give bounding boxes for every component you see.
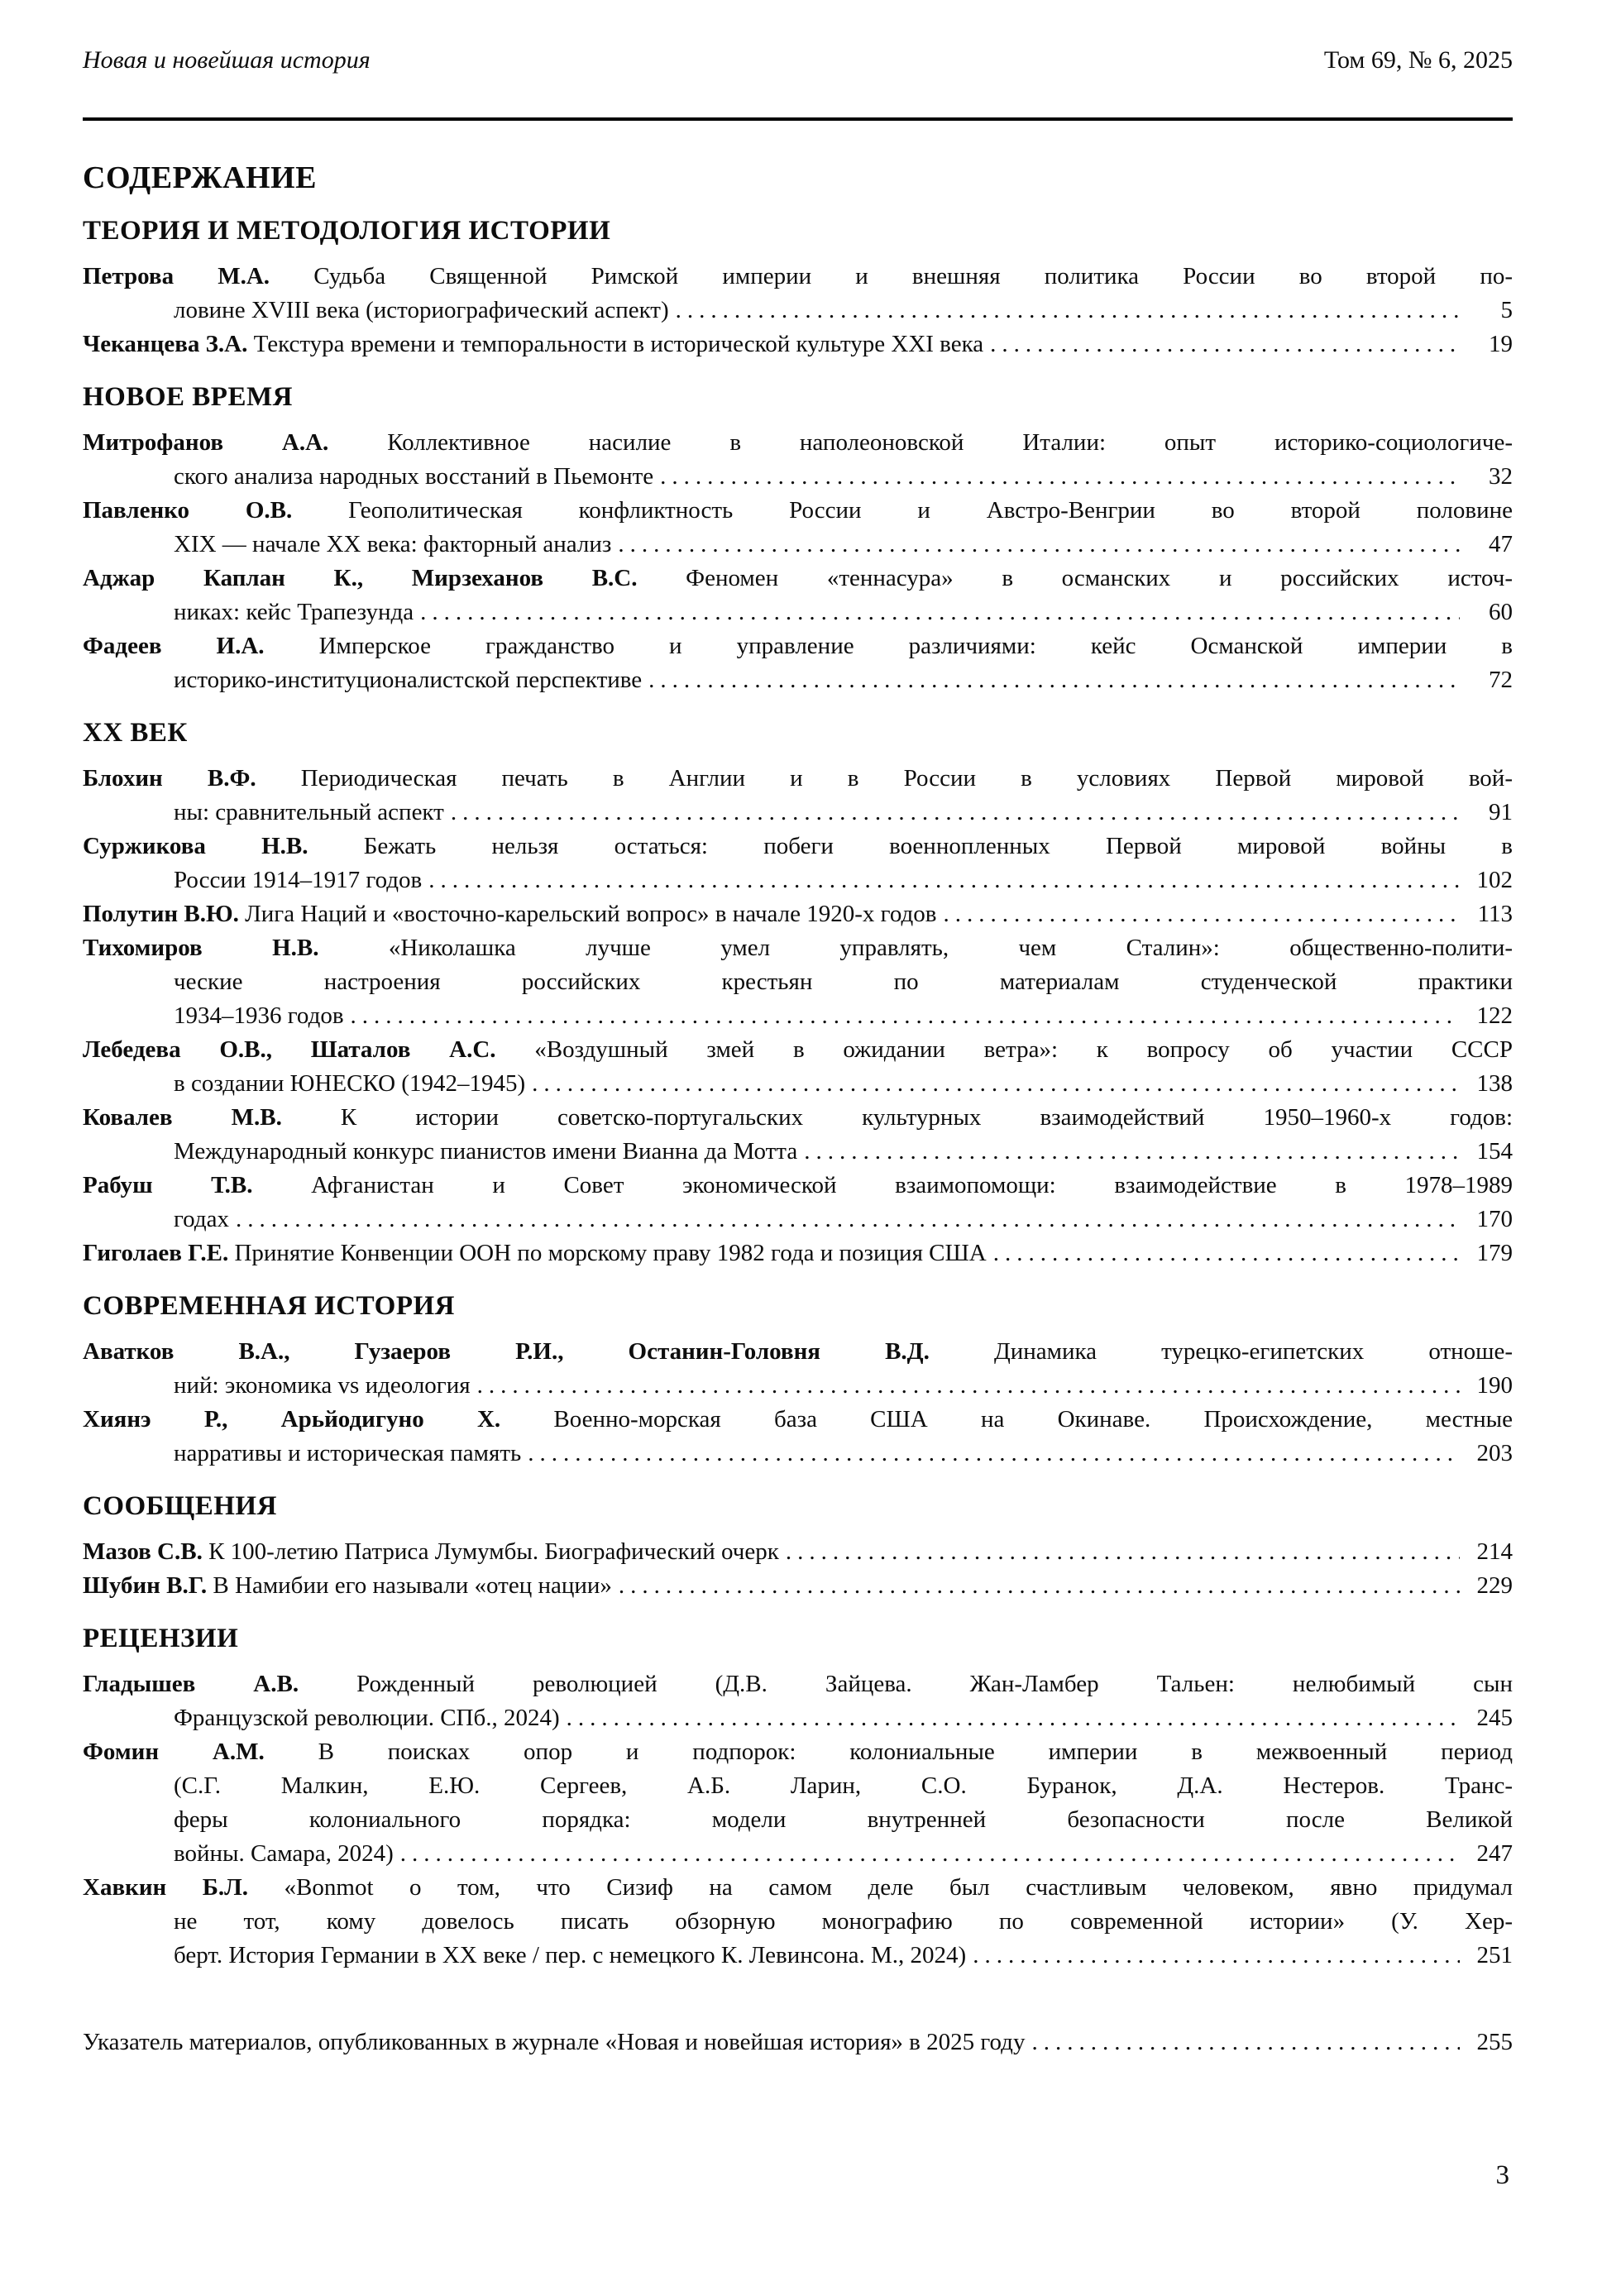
entry-page-number: 203 xyxy=(1476,1440,1513,1466)
entry-line xyxy=(83,999,1513,1033)
entry-page-number: 229 xyxy=(1476,1572,1513,1599)
toc-entry xyxy=(83,1667,1513,1735)
entry-line xyxy=(83,294,1513,328)
entry-text xyxy=(174,460,653,494)
entry-page-number: 5 xyxy=(1500,297,1513,323)
dot-leader xyxy=(660,460,1460,494)
entry-line xyxy=(83,897,1513,931)
entry-title-fragment: ского анализа народных восстаний в Пьемонте xyxy=(174,463,654,490)
entry-line xyxy=(83,1735,1513,1769)
entry-authors: Полутин В.Ю. xyxy=(83,901,239,927)
entry-line xyxy=(83,2026,1513,2059)
entry-title-fragment: никах: кейс Трапезунда xyxy=(174,599,414,625)
entry-line xyxy=(83,528,1513,562)
entry-line xyxy=(83,1403,1513,1437)
toc-section xyxy=(83,2026,1513,2059)
entry-text xyxy=(174,1939,966,1973)
section-heading: РЕЦЕНЗИИ xyxy=(83,1624,239,1653)
toc-entry xyxy=(83,1033,1513,1101)
entry-text xyxy=(174,294,669,328)
entry-line xyxy=(83,1939,1513,1973)
entry-page-number: 72 xyxy=(1489,667,1513,693)
entry-line xyxy=(83,460,1513,494)
entry-line xyxy=(83,1203,1513,1236)
page-number: 3 xyxy=(1495,2160,1509,2190)
entry-text xyxy=(174,1806,1513,1833)
entry-text xyxy=(83,833,1513,859)
entry-page-number: 60 xyxy=(1489,599,1513,625)
entry-line xyxy=(83,1335,1513,1369)
entry-text xyxy=(174,1437,521,1471)
entry-text xyxy=(83,1338,1513,1365)
entry-page-number: 247 xyxy=(1476,1840,1513,1867)
entry-line xyxy=(83,1169,1513,1203)
entry-text xyxy=(83,897,936,931)
dot-leader xyxy=(786,1535,1460,1569)
entry-page-number: 91 xyxy=(1489,799,1513,825)
entry-line xyxy=(83,1905,1513,1939)
entry-page-number: 154 xyxy=(1476,1138,1513,1165)
entry-title-fragment: Лига Наций и «восточно-карельский вопрос» в начале 1920-х годов xyxy=(245,901,937,927)
section-heading: XX ВЕК xyxy=(83,718,188,748)
entry-line xyxy=(83,426,1513,460)
entry-text xyxy=(83,1104,1513,1131)
dot-leader xyxy=(528,1437,1460,1471)
entry-line xyxy=(83,1667,1513,1701)
section-heading: СОВРЕМЕННАЯ ИСТОРИЯ xyxy=(83,1291,455,1321)
entry-text xyxy=(174,969,1513,995)
toc-entry xyxy=(83,830,1513,897)
toc-list xyxy=(83,213,1513,2059)
entry-title-fragment: «Воздушный змей в ожидании ветра»: к вопросу об участии СССР xyxy=(534,1036,1513,1063)
dot-leader xyxy=(943,897,1460,931)
entry-text xyxy=(83,1569,612,1603)
entry-title-fragment: в создании ЮНЕСКО (1942–1945) xyxy=(174,1070,526,1097)
entry-title-fragment: Международный конкурс пианистов имени Вианна да Мотта xyxy=(174,1138,798,1165)
entry-title-fragment: Французской революции. СПб., 2024) xyxy=(174,1705,560,1731)
entry-text xyxy=(174,1837,394,1871)
entry-line xyxy=(83,328,1513,361)
entry-title-fragment: Геополитическая конфликтность России и Австро-Венгрии во второй половине xyxy=(348,497,1514,524)
entry-title-fragment: Текстура времени и темпоральности в исторической культуре XXI века xyxy=(253,331,984,357)
dot-leader xyxy=(477,1369,1460,1403)
entry-authors: Аватков В.А., Гузаеров Р.И., Останин-Головня В.Д. xyxy=(83,1338,930,1365)
entry-title-fragment: войны. Самара, 2024) xyxy=(174,1840,394,1867)
entry-text xyxy=(83,328,983,361)
entry-title-fragment: В поисках опор и подпорок: колониальные империи в межвоенный период xyxy=(318,1739,1513,1765)
entry-page-number: 19 xyxy=(1489,331,1513,357)
dot-leader xyxy=(676,294,1460,328)
entry-page-number: 113 xyxy=(1477,901,1513,927)
entry-text xyxy=(83,263,1513,289)
running-header xyxy=(83,46,1513,74)
header-rule xyxy=(83,117,1513,121)
dot-leader xyxy=(236,1203,1460,1236)
entry-page-number: 102 xyxy=(1476,867,1513,893)
entry-line xyxy=(83,1535,1513,1569)
entry-line xyxy=(83,1236,1513,1270)
entry-text xyxy=(83,429,1513,456)
entry-text xyxy=(174,528,611,562)
entry-line xyxy=(83,1701,1513,1735)
journal-title: Новая и новейшая история xyxy=(83,46,371,74)
dot-leader xyxy=(990,328,1460,361)
entry-authors: Хавкин Б.Л. xyxy=(83,1874,249,1901)
entry-page-number: 122 xyxy=(1476,1002,1513,1029)
entry-title-fragment: России 1914–1917 годов xyxy=(174,867,423,893)
entry-text xyxy=(83,1671,1513,1697)
entry-title-fragment: Коллективное насилие в наполеоновской Италии: опыт историко-социологиче- xyxy=(387,429,1513,456)
entry-line xyxy=(83,1569,1513,1603)
toc-entry xyxy=(83,494,1513,562)
entry-line xyxy=(83,863,1513,897)
toc-entry xyxy=(83,1735,1513,1871)
entry-title-fragment: Динамика турецко-египетских отноше- xyxy=(993,1338,1513,1365)
toc-entry xyxy=(83,2026,1513,2059)
entry-title-fragment: (С.Г. Малкин, Е.Ю. Сергеев, А.Б. Ларин, С.О. Буранок, Д.А. Нестеров. Транс- xyxy=(174,1772,1513,1799)
entry-text xyxy=(83,2026,1025,2059)
section-heading: НОВОЕ ВРЕМЯ xyxy=(83,382,293,412)
toc-title: СОДЕРЖАНИЕ xyxy=(83,160,317,195)
entry-page-number: 47 xyxy=(1489,531,1513,557)
entry-line xyxy=(83,596,1513,629)
entry-line xyxy=(83,1437,1513,1471)
entry-text xyxy=(83,633,1513,659)
dot-leader xyxy=(420,596,1460,629)
toc-entry xyxy=(83,1236,1513,1270)
entry-text xyxy=(83,1535,779,1569)
dot-leader xyxy=(567,1701,1460,1735)
section-heading: СООБЩЕНИЯ xyxy=(83,1491,277,1521)
entry-title-fragment: К истории советско-португальских культурных взаимодействий 1950–1960-х годов: xyxy=(340,1104,1514,1131)
toc-entry xyxy=(83,762,1513,830)
entry-line xyxy=(83,1803,1513,1837)
dot-leader xyxy=(804,1135,1460,1169)
entry-title-fragment: ческие настроения российских крестьян по материалам студенческой практики xyxy=(174,969,1513,995)
entry-text xyxy=(83,1874,1513,1901)
dot-leader xyxy=(1031,2026,1460,2059)
entry-title-fragment: Военно-морская база США на Окинаве. Происхождение, местные xyxy=(553,1406,1513,1433)
entry-text xyxy=(83,765,1513,792)
entry-authors: Гладышев А.В. xyxy=(83,1671,299,1697)
entry-authors: Митрофанов А.А. xyxy=(83,429,329,456)
entry-title-fragment: ний: экономика vs идеология xyxy=(174,1372,471,1399)
entry-authors: Тихомиров Н.В. xyxy=(83,935,319,961)
section-heading: ТЕОРИЯ И МЕТОДОЛОГИЯ ИСТОРИИ xyxy=(83,216,611,246)
entry-line xyxy=(83,1067,1513,1101)
entry-line xyxy=(83,1837,1513,1871)
entry-text xyxy=(174,663,642,697)
entry-line xyxy=(83,494,1513,528)
entry-title-fragment: 1934–1936 годов xyxy=(174,1002,344,1029)
dot-leader xyxy=(619,1569,1460,1603)
toc-section xyxy=(83,1289,1513,1471)
entry-title-fragment: годах xyxy=(174,1206,229,1232)
entry-text xyxy=(83,1406,1513,1433)
entry-authors: Аджар Каплан К., Мирзеханов В.С. xyxy=(83,565,638,591)
entry-title-fragment: Афганистан и Совет экономической взаимопомощи: взаимодействие в 1978–1989 xyxy=(311,1172,1514,1198)
entry-page-number: 190 xyxy=(1476,1372,1513,1399)
entry-title-fragment: не тот, кому довелось писать обзорную монографию по современной истории» (У. Хер- xyxy=(174,1908,1513,1935)
entry-authors: Ковалев М.В. xyxy=(83,1104,282,1131)
entry-page-number: 251 xyxy=(1476,1942,1513,1968)
entry-text xyxy=(83,1739,1513,1765)
entry-text xyxy=(174,863,422,897)
entry-page-number: 245 xyxy=(1476,1705,1513,1731)
entry-page-number: 170 xyxy=(1476,1206,1513,1232)
entry-authors: Хиянэ Р., Арьйодигуно Х. xyxy=(83,1406,501,1433)
entry-text xyxy=(174,1203,229,1236)
entry-line xyxy=(83,663,1513,697)
entry-title-fragment: Принятие Конвенции ООН по морскому праву 1982 года и позиция США xyxy=(234,1240,987,1266)
entry-authors: Павленко О.В. xyxy=(83,497,293,524)
entry-authors: Суржикова Н.В. xyxy=(83,833,308,859)
entry-text xyxy=(83,497,1513,524)
entry-title-fragment: историко-институционалистской перспективе xyxy=(174,667,643,693)
dot-leader xyxy=(451,796,1460,830)
entry-title-fragment: Имперское гражданство и управление различиями: кейс Османской империи в xyxy=(318,633,1513,659)
toc-entry xyxy=(83,562,1513,629)
entry-title-fragment: Рожденный революцией (Д.В. Зайцева. Жан-Ламбер Тальен: нелюбимый сын xyxy=(356,1671,1513,1697)
toc-section xyxy=(83,1489,1513,1603)
entry-text xyxy=(83,1172,1513,1198)
entry-text xyxy=(83,1236,987,1270)
entry-title-fragment: ловине XVIII века (историографический аспект) xyxy=(174,297,669,323)
dot-leader xyxy=(993,1236,1460,1270)
entry-page-number: 32 xyxy=(1489,463,1513,490)
entry-title-fragment: К 100-летию Патриса Лумумбы. Биографический очерк xyxy=(208,1538,779,1565)
entry-text xyxy=(174,1369,471,1403)
entry-authors: Гиголаев Г.Е. xyxy=(83,1240,229,1266)
entry-authors: Блохин В.Ф. xyxy=(83,765,256,792)
entry-authors: Фадеев И.А. xyxy=(83,633,265,659)
entry-page-number: 138 xyxy=(1476,1070,1513,1097)
entry-title-fragment: феры колониального порядка: модели внутренней безопасности после Великой xyxy=(174,1806,1513,1833)
entry-line xyxy=(83,1033,1513,1067)
entry-title-fragment: берт. История Германии в XX веке / пер. с немецкого К. Левинсона. М., 2024) xyxy=(174,1942,967,1968)
entry-line xyxy=(83,1871,1513,1905)
entry-line xyxy=(83,562,1513,596)
entry-title-fragment: XIX — начале XX века: факторный анализ xyxy=(174,531,612,557)
entry-authors: Фомин А.М. xyxy=(83,1739,265,1765)
entry-authors: Петрова М.А. xyxy=(83,263,270,289)
entry-text xyxy=(174,1908,1513,1935)
entry-line xyxy=(83,965,1513,999)
entry-authors: Рабуш Т.В. xyxy=(83,1172,253,1198)
dot-leader xyxy=(618,528,1460,562)
toc-entry xyxy=(83,1871,1513,1973)
entry-title-fragment: Феномен «теннасура» в османских и российских источ- xyxy=(686,565,1513,591)
entry-authors: Лебедева О.В., Шаталов А.С. xyxy=(83,1036,496,1063)
entry-line xyxy=(83,260,1513,294)
entry-authors: Мазов С.В. xyxy=(83,1538,203,1565)
entry-text xyxy=(83,935,1513,961)
entry-line xyxy=(83,1101,1513,1135)
toc-entry xyxy=(83,1101,1513,1169)
toc-entry xyxy=(83,1569,1513,1603)
entry-title-fragment: «Bonmot о том, что Сизиф на самом деле был счастливым человеком, явно придумал xyxy=(284,1874,1514,1901)
entry-text xyxy=(174,1701,560,1735)
entry-authors: Чеканцева З.А. xyxy=(83,331,248,357)
entry-title-fragment: ны: сравнительный аспект xyxy=(174,799,444,825)
toc-entry xyxy=(83,931,1513,1033)
toc-entry xyxy=(83,260,1513,328)
dot-leader xyxy=(400,1837,1460,1871)
entry-title-fragment: В Намибии его называли «отец нации» xyxy=(213,1572,612,1599)
entry-text xyxy=(174,1772,1513,1799)
toc-section xyxy=(83,213,1513,361)
entry-page-number: 255 xyxy=(1476,2029,1513,2055)
dot-leader xyxy=(532,1067,1460,1101)
toc-entry xyxy=(83,1335,1513,1403)
entry-line xyxy=(83,762,1513,796)
entry-line xyxy=(83,1135,1513,1169)
entry-text xyxy=(174,999,344,1033)
toc-section xyxy=(83,380,1513,697)
entry-text xyxy=(174,596,414,629)
entry-line xyxy=(83,1369,1513,1403)
toc-entry xyxy=(83,1535,1513,1569)
entry-text xyxy=(83,565,1513,591)
toc-entry xyxy=(83,328,1513,361)
entry-title-fragment: Бежать нельзя остаться: побеги военнопленных Первой мировой войны в xyxy=(363,833,1513,859)
entry-title-fragment: нарративы и историческая память xyxy=(174,1440,522,1466)
dot-leader xyxy=(648,663,1460,697)
entry-page-number: 179 xyxy=(1476,1240,1513,1266)
entry-line xyxy=(83,830,1513,863)
entry-line xyxy=(83,629,1513,663)
entry-title-fragment: Периодическая печать в Англии и в России в условиях Первой мировой вой- xyxy=(300,765,1513,792)
entry-line xyxy=(83,931,1513,965)
toc-entry xyxy=(83,426,1513,494)
dot-leader xyxy=(428,863,1460,897)
entry-page-number: 214 xyxy=(1476,1538,1513,1565)
entry-line xyxy=(83,1769,1513,1803)
toc-entry xyxy=(83,1169,1513,1236)
entry-text xyxy=(174,1067,525,1101)
entry-line xyxy=(83,796,1513,830)
entry-text xyxy=(174,796,444,830)
entry-text xyxy=(174,1135,797,1169)
entry-title-fragment: «Николашка лучше умел управлять, чем Сталин»: общественно-полити- xyxy=(388,935,1513,961)
toc-section xyxy=(83,1621,1513,1973)
toc-entry xyxy=(83,629,1513,697)
entry-title-fragment: Указатель материалов, опубликованных в журнале «Новая и новейшая история» в 2025 году xyxy=(83,2029,1026,2055)
issue-info: Том 69, № 6, 2025 xyxy=(1323,46,1513,74)
toc-entry xyxy=(83,897,1513,931)
dot-leader xyxy=(973,1939,1460,1973)
toc-section xyxy=(83,715,1513,1270)
entry-text xyxy=(83,1036,1513,1063)
dot-leader xyxy=(351,999,1460,1033)
entry-authors: Шубин В.Г. xyxy=(83,1572,208,1599)
toc-entry xyxy=(83,1403,1513,1471)
entry-title-fragment: Судьба Священной Римской империи и внешняя политика России во второй по- xyxy=(313,263,1513,289)
